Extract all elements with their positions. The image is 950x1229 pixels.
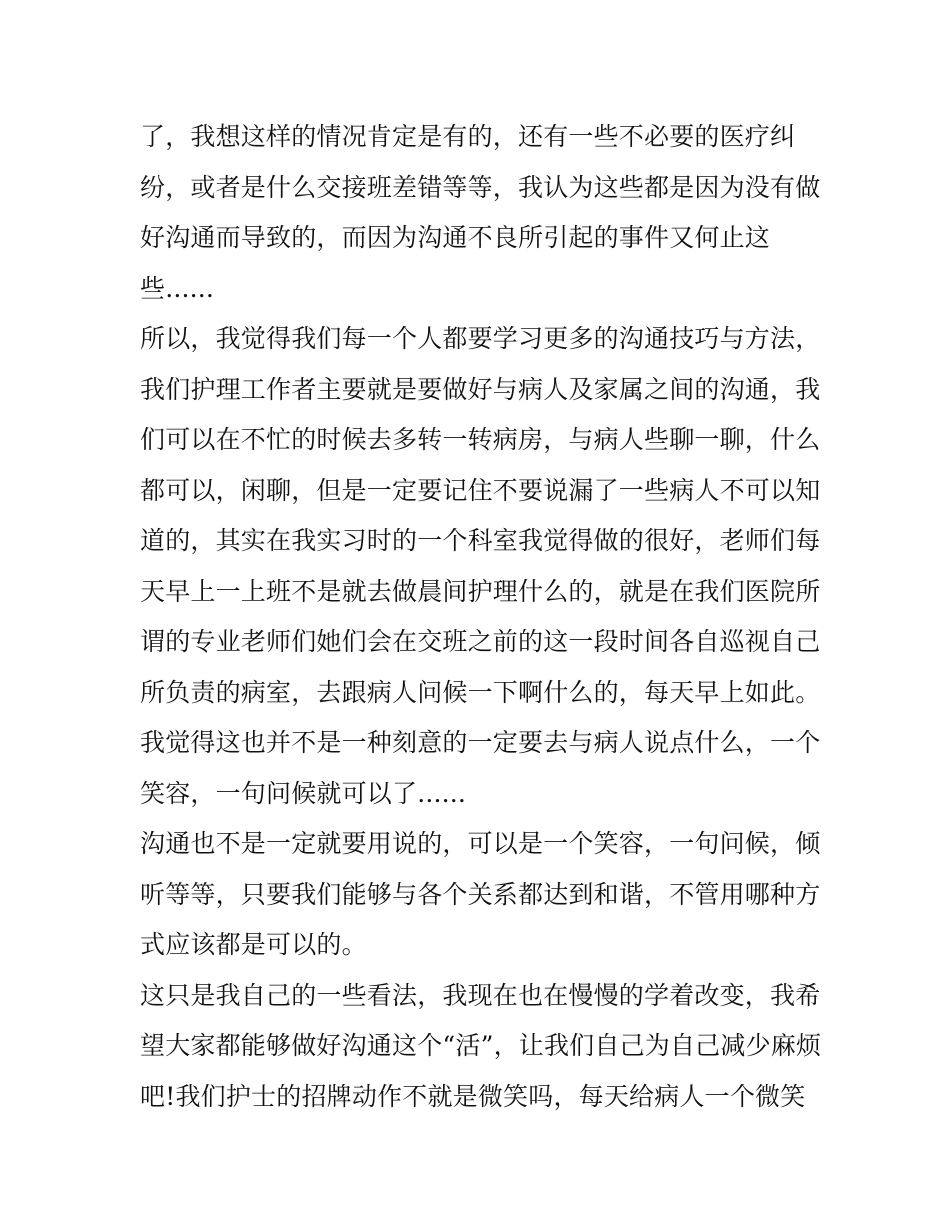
text-line: 听等等，只要我们能够与各个关系都达到和谐，不管用哪种方 — [140, 879, 821, 909]
text-line: 所负责的病室，去跟病人问候一下啊什么的，每天早上如此。 — [140, 677, 821, 707]
text-line: 好沟通而导致的，而因为沟通不良所引起的事件又何止这 — [140, 223, 771, 252]
text-line: 这只是我自己的一些看法，我现在也在慢慢的学着改变，我希 — [140, 980, 821, 1010]
text-line: 沟通也不是一定就要用说的，可以是一个笑容，一句问候，倾 — [140, 829, 821, 858]
text-line: 吧!我们护士的招牌动作不就是微笑吗，每天给病人一个微笑 — [140, 1081, 806, 1111]
text-line: 笑容，一句问候就可以了...... — [140, 778, 467, 808]
text-line: 了，我想这样的情况肯定是有的，还有一些不必要的医疗纠 — [140, 122, 796, 151]
text-line: 望大家都能够做好沟通这个“活”，让我们自己为自己减少麻烦 — [140, 1031, 822, 1060]
text-line: 我们护理工作者主要就是要做好与病人及家属之间的沟通，我 — [140, 374, 821, 404]
text-line: 们可以在不忙的时候去多转一转病房，与病人些聊一聊，什么 — [140, 425, 821, 454]
text-line: 纷，或者是什么交接班差错等等，我认为这些都是因为没有做 — [140, 172, 821, 202]
text-line: 我觉得这也并不是一种刻意的一定要去与病人说点什么，一个 — [140, 728, 821, 757]
text-line: 道的，其实在我实习时的一个科室我觉得做的很好，老师们每 — [140, 526, 821, 555]
document-body — [140, 112, 820, 1122]
text-line: 天早上一上班不是就去做晨间护理什么的，就是在我们医院所 — [140, 576, 821, 606]
text-line: 都可以，闲聊，但是一定要记住不要说漏了一些病人不可以知 — [140, 475, 821, 505]
text-line: 谓的专业老师们她们会在交班之前的这一段时间各自巡视自己 — [140, 627, 821, 656]
text-line: 所以，我觉得我们每一个人都要学习更多的沟通技巧与方法， — [140, 324, 821, 353]
text-line: 些...... — [140, 273, 215, 303]
text-line: 式应该都是可以的。 — [140, 930, 367, 959]
